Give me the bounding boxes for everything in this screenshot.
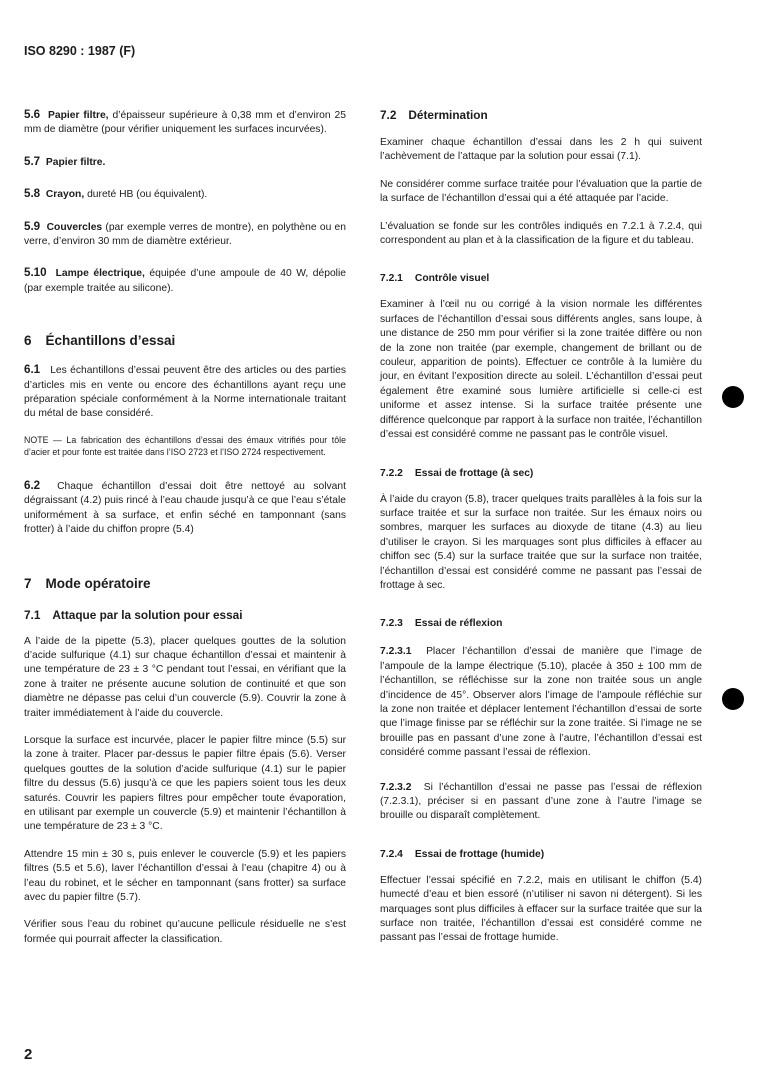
- section-title: Mode opératoire: [45, 575, 151, 591]
- item-text: Chaque échantillon d’essai doit être nettoyé au solvant dégraissant (4.2) puis rincé à l’eau chaude jusqu’à ce que l’eau s’étale uniformément à sa surface, et enfin séché en tamponnant (sans frotter) à l’aide du chiffon propre (5.4): [24, 480, 346, 536]
- section-title: Essai de réflexion: [414, 618, 503, 630]
- item-text: Si l’échantillon d’essai ne passe pas l’essai de réflexion (7.2.3.1), préciser si en passant d’une zone à l’autre l’image se brouille ou disparaît complètement.: [380, 781, 702, 822]
- paragraph-7-2-b: Ne considérer comme surface traitée pour l’évaluation que la partie de la surface de l’échantillon d’essai qui a été attaquée par l’acide.: [380, 178, 702, 205]
- item-number: 5.9: [24, 219, 41, 233]
- revision-bullet-mark: [722, 386, 744, 408]
- item-number: 6.1: [24, 363, 41, 377]
- document-header: ISO 8290 : 1987 (F): [24, 44, 136, 58]
- item-5-7: [24, 155, 346, 170]
- paragraph-7-2-a: Examiner chaque échantillon d’essai dans les 2 h qui suivent l’achèvement de l’attaque par la solution pour essai (7.1).: [380, 137, 702, 163]
- item-5-6: [24, 108, 346, 138]
- section-number: 7.2.3: [380, 618, 403, 630]
- paragraph-7-1-b: Lorsque la surface est incurvée, placer le papier filtre mince (5.5) sur la zone à traiter. Placer par-dessus le papier filtre épais (5.6). Verser quelques gouttes de la solution d’acide sulfurique (4.1) sur le papier filtre du dessus (5.6) jusqu’à ce que les papiers soient tous les deux saturés. Couvrir les papiers filtres pour empêcher toute évaporation, en utilisant par exemple un couvercle (5.9) et maintenir l’échantillon à une température de 23 ± 3 °C.: [24, 734, 346, 833]
- section-title: Contrôle visuel: [414, 273, 490, 285]
- section-number: 7.2.1: [380, 273, 403, 285]
- item-text: Placer l’échantillon d’essai de manière que l’image de l’ampoule de la lampe électrique (5.10), placée à 350 ± 100 mm de l’échantillon, se réfléchisse sur la zone non traitée sous un angle d’incidence de 45°. Observer alors l’image de l’ampoule réfléchie sur la zone non traitée et déplacer lentement l’échantillon d’essai de sorte que l’image finisse par se réfléchir sur la zone traitée. Si l’image ne se brouille pas en passant d’une zone à l’autre, l’échantillon d’essai est considéré comme passant l’essai de réflexion.: [380, 646, 702, 759]
- item-term: Papier filtre.: [45, 156, 106, 168]
- section-title: Essai de frottage (humide): [414, 848, 545, 860]
- item-text: équipée d’une ampoule de 40 W, dépolie (par exemple traitée au silicone).: [24, 268, 346, 294]
- section-title: Échantillons d’essai: [45, 333, 176, 349]
- item-number: 5.8: [24, 187, 41, 201]
- item-number: 5.6: [24, 108, 41, 121]
- item-text: dureté HB (ou équivalent).: [84, 189, 208, 201]
- paragraph-7-1-d: Vérifier sous l’eau du robinet qu’aucune pellicule résiduelle ne s’est formée qui pourrait affecter la classification.: [24, 919, 346, 945]
- item-text: d’épaisseur supérieure à 0,38 mm et d’environ 25 mm de diamètre (pour vérifier uniquement les surfaces incurvées).: [24, 110, 346, 136]
- section-7-heading: [24, 576, 346, 592]
- paragraph-7-2-1: Examiner à l’œil nu ou corrigé à la vision normale les différentes surfaces de l’échantillon d’essai sous différents angles, sans loupe, à une distance de 250 mm pour vérifier si la zone traitée diffère ou non de la zone non traitée (par exemple, changement de brillant ou de couleur, apparition de points). Effectuer ce contrôle à la lumière du jour, en évitant l’exposition directe au soleil. L’échantillon d’essai peut également être examiné sous lumière artificielle si celle-ci est uniforme et assez intense. Si la surface traitée présente une différence quelconque par rapport à la surface non traitée, l’échantillon d’essai est considéré comme ne passant pas le contrôle visuel.: [380, 299, 702, 441]
- item-5-10: [24, 266, 346, 296]
- item-term: Papier filtre,: [47, 110, 109, 121]
- right-column: [380, 108, 702, 946]
- paragraph-7-2-c: L’évaluation se fonde sur les contrôles indiqués en 7.2.1 à 7.2.4, qui correspondent au plan et à la classification de la figure et du tableau.: [380, 220, 702, 247]
- section-title: Essai de frottage (à sec): [414, 467, 534, 479]
- item-number: 5.10: [24, 266, 47, 280]
- section-7-2-1-heading: [380, 272, 702, 286]
- section-number: 7: [24, 575, 32, 591]
- item-number: 5.7: [24, 154, 41, 168]
- item-term: Crayon,: [45, 189, 85, 201]
- section-title: Détermination: [408, 108, 488, 122]
- section-7-2-3-heading: [380, 617, 702, 631]
- section-number: 7.1: [24, 607, 41, 622]
- item-term: Couvercles: [46, 221, 103, 233]
- section-number: 7.2.4: [380, 848, 403, 860]
- section-7-2-2-heading: [380, 467, 702, 481]
- item-5-8: [24, 187, 346, 202]
- item-number: 7.2.3.1: [380, 646, 412, 658]
- item-number: 6.2: [24, 478, 41, 492]
- paragraph-7-2-4: Effectuer l’essai spécifié en 7.2.2, mais en utilisant le chiffon (5.4) humecté d’eau et bien essoré (n’utiliser ni savon ni détergent). Si les marquages sont plus difficiles à effacer sur la surface traitée que sur la surface non traitée, l’échantillon d’essai est considéré comme ne passant pas l’essai de frottage humide.: [380, 874, 702, 944]
- section-7-2-heading: [380, 108, 702, 122]
- page-number: 2: [24, 1046, 33, 1063]
- item-5-9: [24, 220, 346, 250]
- section-title: Attaque par la solution pour essai: [52, 607, 243, 622]
- revision-bullet-mark: [722, 688, 744, 710]
- section-number: 7.2.2: [380, 467, 403, 479]
- paragraph-7-1-a: A l’aide de la pipette (5.3), placer quelques gouttes de la solution d’acide sulfurique (4.1) sur chaque échantillon d’essai et maintenir à une température de 23 ± 3 °C pendant tout l’essai, en vérifiant que la zone à traiter ne présente aucune solution de continuité et que son diamètre ne dépasse pas celui d’un couvercle (5.9). Couvrir la zone à traiter immédiatement à l’aide du couvercle.: [24, 635, 346, 719]
- item-6-2: [24, 479, 346, 538]
- section-6-heading: [24, 333, 346, 349]
- note: NOTE — La fabrication des échantillons d’essai des émaux vitrifiés pour tôle d’acier et pour fonte est traitée dans l’ISO 2723 et l’ISO 2724 respectivement.: [24, 434, 346, 457]
- paragraph-7-2-2: À l’aide du crayon (5.8), tracer quelques traits parallèles à la fois sur la surface traitée et sur la surface non traitée. Sur les émaux noirs ou sombres, marquer les surfaces au dioxyde de titane (4.3) au lieu d’utiliser le crayon. Si les marquages sont plus difficiles à effacer au chiffon sec (5.4) sur la surface traitée que sur la surface non traitée, l’échantillon d’essai est considéré comme ne passant pas l’essai de frottage à sec.: [380, 493, 702, 591]
- item-number: 7.2.3.2: [380, 781, 412, 793]
- paragraph-7-2-3-1: [380, 645, 702, 760]
- section-number: 6: [24, 333, 32, 349]
- item-term: Lampe électrique,: [55, 268, 145, 280]
- item-text: Les échantillons d’essai peuvent être des articles ou des parties d’articles mis en vente ou encore des échantillons ayant reçu une préparation spéciale conformément à la Norme internationale traitant du métal de base considéré.: [24, 365, 346, 420]
- left-column: [24, 108, 346, 947]
- section-7-1-heading: [24, 608, 346, 622]
- paragraph-7-2-3-2: [380, 781, 702, 824]
- section-number: 7.2: [380, 108, 397, 122]
- item-6-1: [24, 363, 346, 422]
- section-7-2-4-heading: [380, 848, 702, 862]
- paragraph-7-1-c: Attendre 15 min ± 30 s, puis enlever le couvercle (5.9) et les papiers filtres (5.5 et 5.6), laver l’échantillon d’essai à l’eau (chapitre 4) ou à l’eau du robinet, et le sécher en tamponnant (sans frotter) sa surface avec du papier filtre (5.7).: [24, 848, 346, 903]
- item-text: (par exemple verres de montre), en polythène ou en verre, d’environ 30 mm de diamètre extérieur.: [24, 221, 346, 248]
